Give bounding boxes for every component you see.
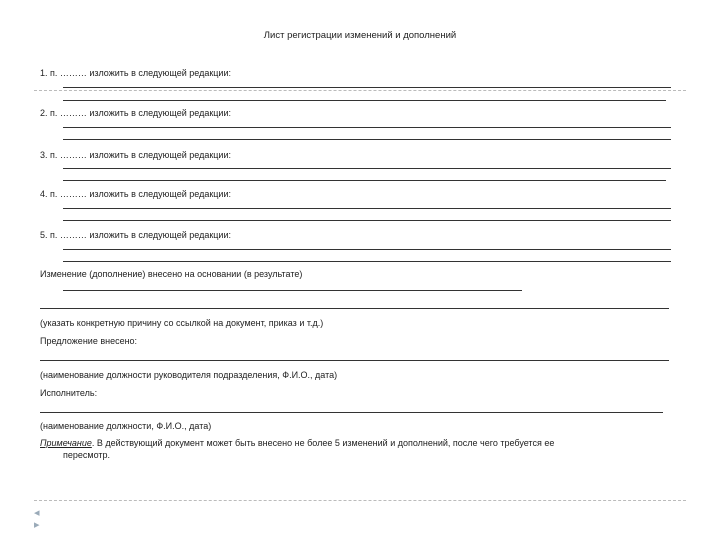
item-3-fill-line	[63, 180, 666, 181]
executor-label: Исполнитель:	[40, 388, 98, 398]
basis-fill-line	[40, 308, 669, 309]
executor-fill-line	[40, 412, 663, 413]
note-text: . В действующий документ может быть внесено не более 5 изменений и дополнений, после чего требуется ее	[91, 438, 555, 448]
item-1-number: 1.	[40, 68, 48, 78]
basis-label: Изменение (дополнение) внесено на основании (в результате)	[40, 269, 303, 279]
bottom-dashed-divider	[34, 500, 686, 501]
item-2	[40, 107, 231, 119]
item-3-text: п. ……… изложить в следующей редакции:	[50, 150, 231, 160]
page-title: Лист регистрации изменений и дополнений	[263, 30, 457, 41]
item-2-text: п. ……… изложить в следующей редакции:	[50, 108, 231, 118]
item-4	[40, 188, 231, 200]
item-1-fill-line	[63, 87, 671, 88]
item-5	[40, 229, 231, 241]
item-3-number: 3.	[40, 150, 48, 160]
item-5-text: п. ……… изложить в следующей редакции:	[50, 230, 231, 240]
item-2-fill-line	[63, 139, 671, 140]
item-4-fill-line	[63, 208, 671, 209]
proposal-label: Предложение внесено:	[40, 336, 138, 346]
item-5-number: 5.	[40, 230, 48, 240]
item-3-fill-line	[63, 168, 671, 169]
proposal-hint: (наименование должности руководителя подразделения, Ф.И.О., дата)	[40, 370, 338, 380]
item-5-fill-line	[63, 249, 671, 250]
item-3	[40, 149, 231, 161]
next-slide-icon[interactable]: ▸	[34, 519, 40, 531]
prev-slide-icon[interactable]: ◂	[34, 507, 40, 519]
item-5-fill-line	[63, 261, 671, 262]
item-2-fill-line	[63, 127, 671, 128]
item-4-text: п. ……… изложить в следующей редакции:	[50, 189, 231, 199]
item-1	[40, 67, 231, 79]
item-4-number: 4.	[40, 189, 48, 199]
note-label: Примечание	[40, 438, 92, 448]
note	[40, 437, 554, 449]
item-1-fill-line	[63, 100, 666, 101]
executor-hint: (наименование должности, Ф.И.О., дата)	[40, 421, 212, 431]
basis-hint: (указать конкретную причину со ссылкой на документ, приказ и т.д.)	[40, 318, 324, 328]
top-dashed-divider	[34, 90, 686, 91]
basis-fill-line	[63, 290, 522, 291]
note-text-continued: пересмотр.	[63, 450, 111, 460]
item-4-fill-line	[63, 220, 671, 221]
item-1-text: п. ……… изложить в следующей редакции:	[50, 68, 231, 78]
item-2-number: 2.	[40, 108, 48, 118]
proposal-fill-line	[40, 360, 669, 361]
